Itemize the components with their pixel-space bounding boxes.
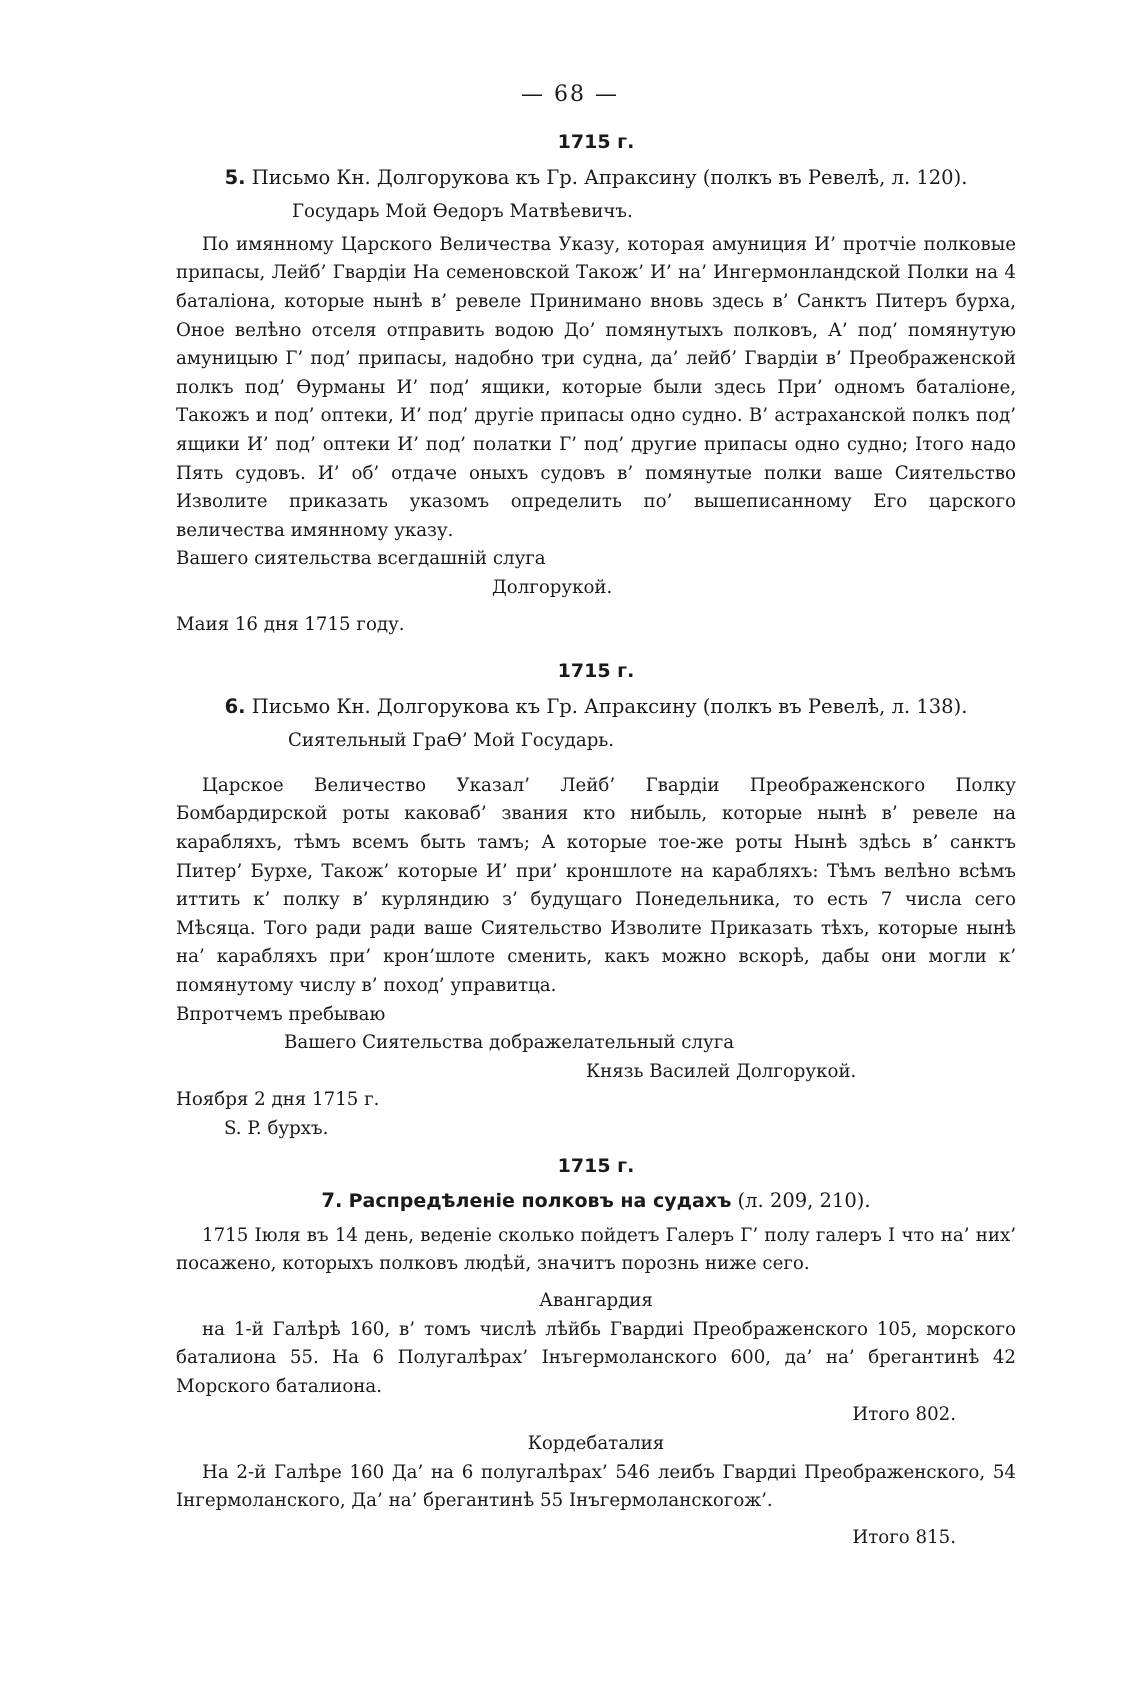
doc5-date: Маия 16 дня 1715 году.	[176, 613, 405, 635]
doc6-title: Письмо Кн. Долгорукова къ Гр. Апраксину (полкъ въ Ревелѣ, л. 138).	[251, 694, 968, 718]
doc5-greeting: Государь Мой Ѳедоръ Матвѣевичъ.	[292, 201, 633, 223]
doc7-corps-total: Итого 815.	[852, 1526, 956, 1548]
doc7-number: 7.	[321, 1189, 343, 1213]
page-body	[176, 128, 1016, 1552]
doc6-date: Ноября 2 дня 1715 г.	[176, 1089, 380, 1111]
doc6-number: 6.	[224, 694, 246, 718]
doc5-title: Письмо Кн. Долгорукова къ Гр. Апраксину (полкъ въ Ревелѣ, л. 120).	[251, 165, 968, 189]
doc5-body: По имянному Царского Величества Указу, которая амуниция И’ протчіе полковые припасы, Лейб’ Гвардіи На семеновской Також’ И’ на’ Ингермонландской Полки на 4 баталіона, которые нынѣ в’ ревеле Принимано вновь здесь в’ Санктъ Питеръ бурха, Оное велѣно отселя отправить водою До’ помянутыхъ полковъ, А’ под’ помянутую амуницыю Г’ под’ припасы, надобно три судна, да’ лейб’ Гвардіи в’ Преображенской полкъ под’ Ѳурманы И’ под’ ящики, которые были здесь При’ одномъ баталіоне, Такожъ и под’ оптеки, И’ под’ другіе припасы одно судно. В’ астраханской полкъ под’ ящики И’ под’ оптеки И’ под’ полатки Г’ под’ другие припасы одно судно; Ітого надо Пять судовъ. И’ об’ отдаче оныхъ судовъ в’ помянутые полки ваше Сиятельство Изволите приказать указомъ определить по’ вышеписанному Его царского величества имянному указу.	[176, 233, 1016, 541]
doc6-year: 1715 г.	[557, 660, 635, 683]
doc6-closing-2: Вашего Сиятельства дображелательный слуга	[284, 1032, 735, 1054]
doc7-intro: 1715 Іюля въ 14 день, веденіе сколько пойдетъ Галеръ Г’ полу галеръ І что на’ них’ посажено, которыхъ полковъ людѣй, значитъ порознь ниже сего.	[176, 1224, 1016, 1275]
page-number: — 68 —	[521, 82, 619, 107]
doc6-greeting: Сиятельный ГраѲ’ Мой Государь.	[288, 730, 615, 752]
doc6-heading	[176, 693, 1016, 722]
doc6-place: S. P. бурхъ.	[224, 1118, 329, 1139]
doc6-signature: Князь Василей Долгорукой.	[586, 1060, 857, 1082]
doc7-vanguard-total: Итого 802.	[852, 1404, 956, 1426]
doc5-signature: Долгорукой.	[492, 576, 613, 598]
doc7-corps-text: На 2-й Галѣре 160 Да’ на 6 полугалѣрах’ 546 леибъ Гвардиі Преображенского, 54 Інгермоланского, Да’ на’ брегантинѣ 55 Інъгермоланскогож’.	[176, 1461, 1016, 1512]
doc5-year: 1715 г.	[557, 131, 635, 153]
doc5-closing: Вашего сиятельства всегдашній слуга	[176, 548, 546, 570]
doc7-corps-heading: Кордебаталия	[527, 1432, 665, 1454]
doc7-title: Распредѣленіе полковъ на судахъ	[348, 1190, 732, 1213]
doc7-ref: (л. 209, 210).	[737, 1189, 871, 1213]
doc7-vanguard-text: на 1-й Галѣрѣ 160, в’ томъ числѣ лѣйбь Гвардиі Преображенского 105, морского баталиона 55. На 6 Полугалѣрах’ Інъгермоланского 600, да’ на’ брегантинѣ 42 Морского баталиона.	[176, 1318, 1016, 1397]
doc6-body: Царское Величество Указал’ Лейб’ Гвардіи Преображенского Полку Бомбардирской роты каковаб’ звания кто нибыль, которые нынѣ в’ ревеле на карабляхъ, тѣмъ всемъ быть тамъ; А которые тое-же роты Нынѣ здѣсь в’ санктъ Питер’ Бурхе, Також’ которые И’ при’ кроншлоте на карабляхъ: Тѣмъ велѣно всѣмъ иттить к’ полку в’ курляндию з’ будущаго Понедельника, то есть 7 числа сего Мѣсяца. Того ради ради ваше Сиятельство Изволите Приказать тѣхъ, которые нынѣ на’ карабляхъ при’ крон’шлоте сменить, какъ можно вскорѣ, дабы они могли к’ помянутому числу в’ поход’ управитца.	[176, 774, 1016, 997]
doc7-year: 1715 г.	[557, 1154, 635, 1177]
doc6-closing-1: Впротчемъ пребываю	[176, 1003, 386, 1025]
doc5-number: 5.	[224, 165, 246, 189]
doc7-heading	[176, 1187, 1016, 1216]
doc7-vanguard-heading: Авангардия	[539, 1289, 653, 1311]
doc5-heading	[176, 164, 1016, 193]
